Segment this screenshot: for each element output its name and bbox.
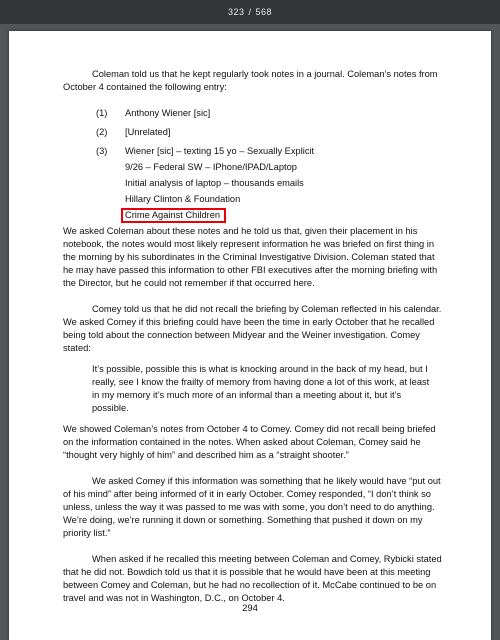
note-subline: 9/26 – Federal SW – IPhone/IPAD/Laptop: [125, 162, 297, 172]
body-paragraph: Comey told us that he did not recall the briefing by Coleman reflected in his calendar. We asked Comey if this briefing could have been the time in early October that he recalled being told about the connection between Midyear and the Weiner investigation. Comey stated:: [63, 304, 442, 353]
numbered-list: [96, 107, 445, 158]
list-item-number: (2): [96, 127, 108, 137]
block-quote: It’s possible, possible this is what is knocking around in the back of my head, but I really, see I know the frailty of memory from having done a lot of this work, at least in my memory it’s much more of an informal than a meeting about it, but it’s possible.: [92, 364, 430, 413]
note-subline: Initial analysis of laptop – thousands emails: [125, 178, 304, 188]
red-highlight-box: Crime Against Children: [121, 208, 226, 223]
body-paragraph: We asked Coleman about these notes and he told us that, given their placement in his notebook, the notes would most likely represent information he was briefed on first thing in the morning by his subordinates in the Criminal Investigative Division. Coleman stated that he may have passed this information to other FBI executives after the morning briefing with the Director, but he could not remember if that occurred here.: [63, 226, 438, 288]
page-number: 294: [242, 603, 258, 614]
total-pages-indicator: 568: [255, 7, 273, 17]
list-item-number: (3): [96, 146, 108, 156]
highlighted-line-wrapper: [125, 208, 445, 223]
current-page-indicator[interactable]: 323: [227, 7, 245, 17]
body-paragraph: We asked Comey if this information was something that he likely would have “put out of his mind” after being informed of it in early October. Comey responded, “I don’t think so unless, unless the way it was passed to me was with some, you don’t need to do anything. We’re doing, we’re running it down or something. Something that pushed it down on my priority list.”: [63, 476, 441, 538]
list-item-number: (1): [96, 108, 108, 118]
list-item-text: Anthony Wiener [sic]: [125, 108, 211, 118]
list-item: [96, 145, 445, 158]
body-paragraph: When asked if he recalled this meeting between Coleman and Comey, Rybicki stated that he did not. Bowdich told us that it is possible that he would have been at this meeting between Comey and Coleman, but he had no recollection of it. McCabe continued to be on travel and was not in Washington, D.C., on October 4.: [63, 554, 442, 603]
list-item-text: Wiener [sic] – texting 15 yo – Sexually Explicit: [125, 146, 315, 156]
intro-paragraph: Coleman told us that he kept regularly took notes in a journal. Coleman’s notes from October 4 contained the following entry:: [63, 69, 438, 92]
list-item: [96, 107, 445, 120]
page-content: [63, 68, 445, 605]
list-item-text: [Unrelated]: [125, 127, 171, 137]
pdf-toolbar: [0, 0, 500, 24]
note-subline: Hillary Clinton & Foundation: [125, 194, 241, 204]
list-item: [96, 126, 445, 139]
page-separator: /: [248, 7, 252, 17]
document-page: [9, 31, 491, 640]
body-paragraph: We showed Coleman’s notes from October 4 to Comey. Comey did not recall being briefed on the information contained in the notes. When asked about Coleman, Comey said he “thought very highly of him” and described him as a “straight shooter.”: [63, 424, 436, 460]
